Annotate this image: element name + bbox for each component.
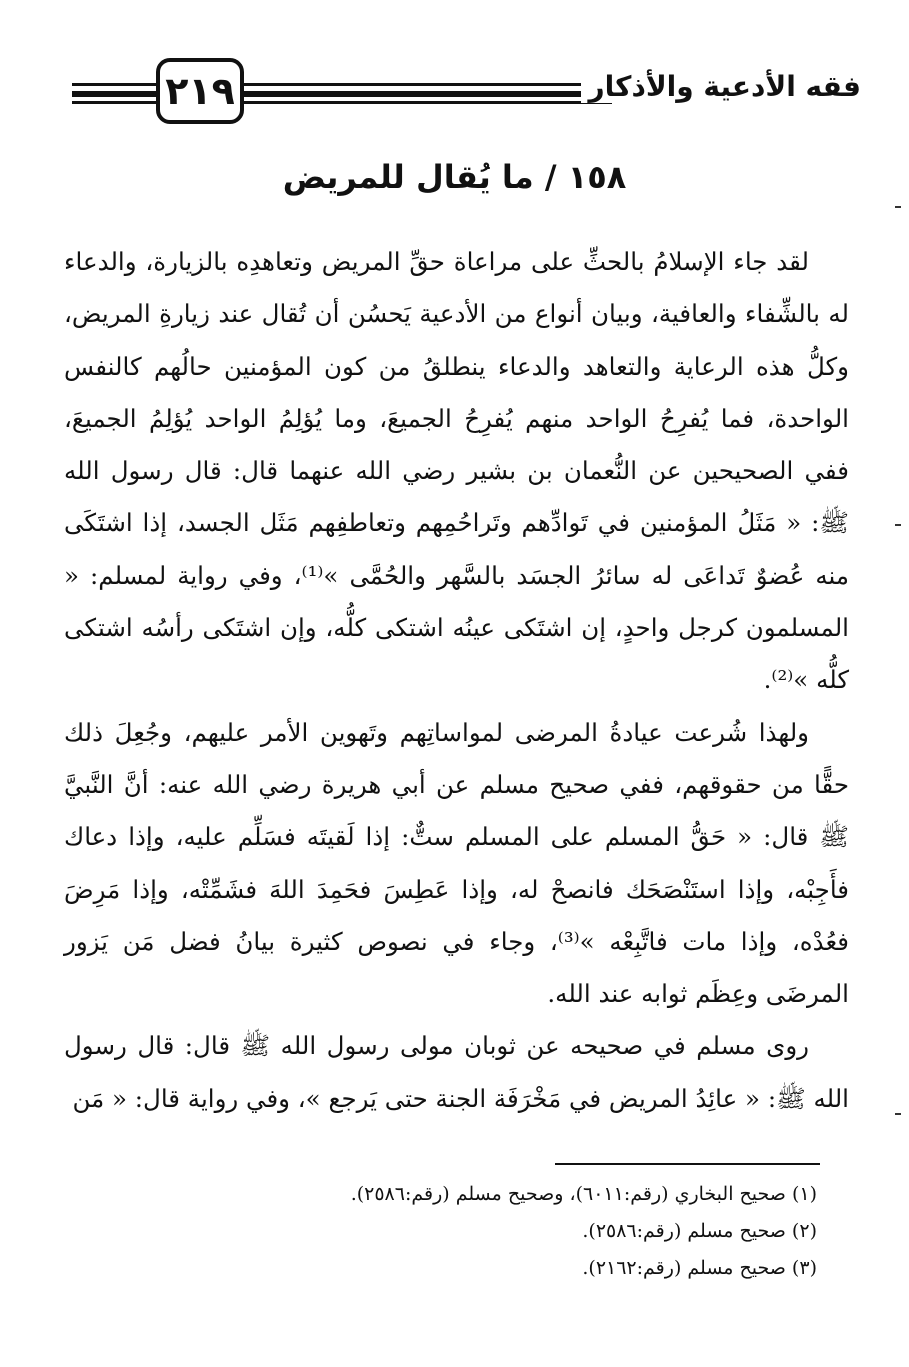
paragraph: روى مسلم في صحيحه عن ثوبان مولى رسول الله ﷺ قال: قال رسول الله ﷺ: « عائِدُ المريض في مَخْرَفَة الجنة حتى يَرجع »، وفي رواية قال: « مَن xyxy=(64,1031,849,1113)
footnote: (١) صحيح البخاري (رقم:٦٠١١)، وصحيح مسلم (رقم:٢٥٨٦). xyxy=(350,1183,817,1205)
header-rule-bottom xyxy=(72,101,612,104)
footnote: (٣) صحيح مسلم (رقم:٢١٦٢). xyxy=(582,1257,817,1279)
scan-edge-mark xyxy=(895,1113,901,1115)
header-rule-middle xyxy=(72,91,612,97)
page-header xyxy=(0,0,909,140)
page-number: ٢١٩ xyxy=(156,58,244,124)
scan-edge-mark xyxy=(895,206,901,208)
book-title: فقه الأدعية والأذكار xyxy=(581,70,861,103)
paragraph: لقد جاء الإسلامُ بالحثِّ على مراعاة حقِّ المريض وتعاهدِه بالزيارة، والدعاء له بالشِّفاء والعافية، وبيان أنواع من الأدعية يَحسُن أن تُقال عند زيارةِ المريض، وكلُّ هذه الرعاية والتعاهد والدعاء ينطلقُ من كون المؤمنين حالُهم كالنفس الواحدة، فما يُفرِحُ الواحد منهم يُفرِحُ الجميعَ، وما يُؤلِمُ الواحد يُؤلِمُ الجميعَ، ففي الصحيحين عن النُّعمان بن بشير رضي الله عنهما قال: قال رسول الله ﷺ: « مَثَلُ المؤمنين في تَوادِّهم وتَراحُمِهم وتعاطفِهم مَثَل الجسد، إذا اشتَكَى منه عُضوٌ تَداعَى له سائرُ الجسَد بالسَّهر والحُمَّى »⁽¹⁾، وفي رواية لمسلم: « المسلمون كرجل واحدٍ، إن اشتَكى عينُه اشتكى كلُّه، وإن اشتَكى رأسُه اشتكى كلُّه »⁽²⁾. xyxy=(64,247,849,695)
footnote: (٢) صحيح مسلم (رقم:٢٥٨٦). xyxy=(582,1220,817,1242)
section-title: ١٥٨ / ما يُقال للمريض xyxy=(282,158,627,196)
main-text xyxy=(64,236,849,1125)
header-rule-top xyxy=(72,83,612,86)
footnotes xyxy=(117,1176,817,1287)
scan-edge-mark xyxy=(895,524,901,526)
footnote-separator xyxy=(555,1163,820,1165)
paragraph: ولهذا شُرعت عيادةُ المرضى لمواساتِهم وتَهوين الأمر عليهم، وجُعِلَ ذلك حقًّا من حقوقهم، ففي صحيح مسلم عن أبي هريرة رضي الله عنه: أنَّ النَّبيَّ ﷺ قال: « حَقُّ المسلم على المسلم ستٌّ: إذا لَقيتَه فسَلِّم عليه، وإذا دعاك فأَجِبْه، وإذا استَنْصَحَك فانصحْ له، وإذا عَطِسَ فحَمِدَ اللهَ فشَمِّتْه، وإذا مَرِضَ فعُدْه، وإذا مات فاتَّبِعْه »⁽³⁾، وجاء في نصوص كثيرة بيانُ فضل مَن يَزور المرضَى وعِظَم ثوابه عند الله. xyxy=(64,717,849,1009)
